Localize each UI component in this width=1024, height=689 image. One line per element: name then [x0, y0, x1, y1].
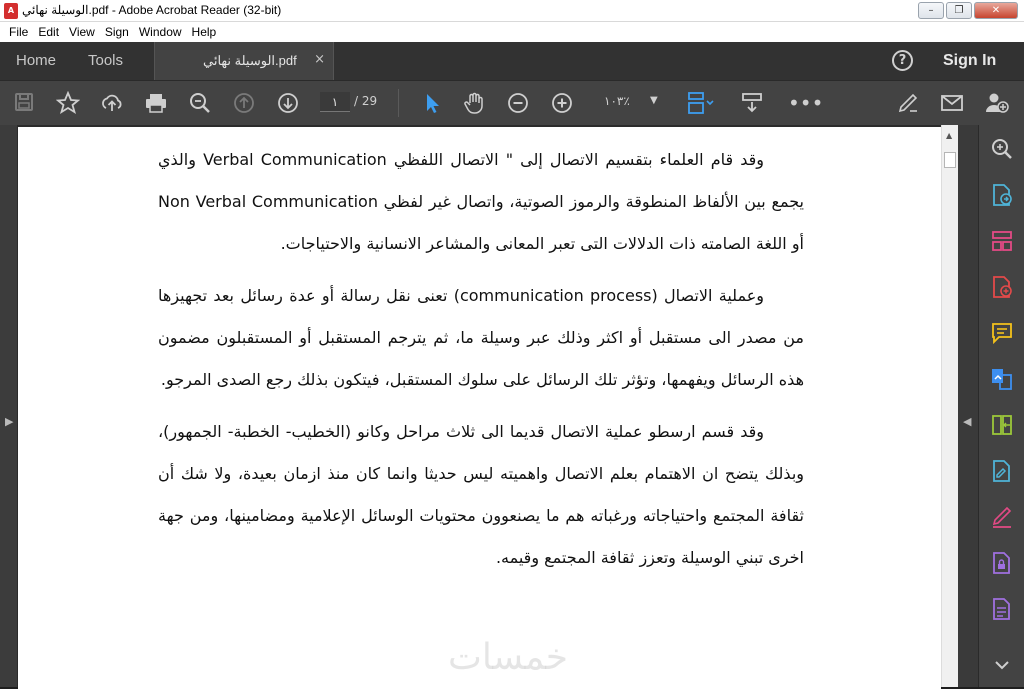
scroll-down-icon[interactable]: [990, 655, 1014, 679]
menu-window[interactable]: Window: [138, 25, 182, 39]
expand-left-icon: ▶: [5, 415, 14, 428]
watermark-logo: خمسات: [448, 637, 569, 678]
page-number-input[interactable]: ١: [320, 92, 350, 112]
select-cursor-icon[interactable]: [420, 91, 444, 115]
help-icon[interactable]: ?: [892, 50, 913, 71]
share-upload-icon[interactable]: [100, 91, 124, 115]
left-panel-toggle[interactable]: [0, 125, 17, 687]
organize-pages-icon[interactable]: [990, 229, 1014, 253]
search-zoom-icon[interactable]: [990, 137, 1014, 161]
right-panel-toggle[interactable]: [958, 125, 978, 687]
scroll-up-icon[interactable]: ▲: [946, 131, 953, 140]
menu-help[interactable]: Help: [191, 25, 217, 39]
toolbar-divider: [398, 89, 399, 117]
sign-pen-icon[interactable]: [896, 91, 920, 115]
restore-button[interactable]: ❐: [946, 2, 972, 19]
save-icon[interactable]: [12, 91, 36, 115]
paragraph-3: وقد قسم ارسطو عملية الاتصال قديما الى ثلاث مراحل وكانو (الخطيب- الخطبة- الجمهور)، وبذلك يتضح ان الاهتمام بعلم الاتصال واهميته ليس حديثا وانما كان منذ ازمان بعيدة، ولا شك أن ثقافة المجتمع واحتياجاته ورغباته هم ما يصنعوون محتويات الوسائل الإعلامية ومضامينها، ومن جهة اخرى تبني الوسيلة وتعزز ثقافة المجتمع وقيمه.: [158, 422, 804, 567]
collapse-right-icon: ◀: [963, 415, 972, 428]
add-user-icon[interactable]: [984, 91, 1008, 115]
zoom-level[interactable]: ١٠٣٪: [604, 94, 630, 108]
menu-view[interactable]: View: [69, 25, 95, 39]
scrollbar-thumb[interactable]: [944, 152, 956, 168]
minimize-button[interactable]: –: [918, 2, 944, 19]
tab-bar: [0, 42, 1024, 80]
window-titlebar: [0, 0, 1024, 22]
page-display-icon[interactable]: [686, 91, 710, 115]
document-area: [0, 125, 1024, 687]
protect-icon[interactable]: [990, 551, 1014, 575]
menu-bar: [0, 22, 1024, 42]
paragraph-2: وعملية الاتصال (communication process) تعنى نقل رسالة أو عدة رسائل بعد تجهيزها من مصدر الى مستقبل أو اكثر وذلك عبر وسيلة ما، ثم يترجم المستقبل أو المستقبلون مضمون هذه الرسائل ويفهمها، وتؤثر تلك الرسائل على سلوك المستقبل، فيتكون بذلك رجع الصدى المرجو.: [158, 286, 804, 389]
tab-home[interactable]: Home: [16, 52, 57, 69]
edit-pdf-icon[interactable]: [990, 459, 1014, 483]
pdf-icon: A: [4, 3, 18, 19]
main-toolbar: [0, 80, 1024, 125]
pdf-page[interactable]: [18, 127, 941, 689]
menu-edit[interactable]: Edit: [38, 25, 60, 39]
sign-in-button[interactable]: Sign In: [943, 52, 997, 69]
hand-pan-icon[interactable]: [462, 91, 486, 115]
export-pdf-icon[interactable]: [990, 183, 1014, 207]
page-total: / 29: [354, 94, 378, 108]
more-icon[interactable]: •••: [788, 91, 824, 115]
compress-icon[interactable]: [990, 413, 1014, 437]
fill-sign-icon[interactable]: [990, 505, 1014, 529]
zoom-dropdown-icon[interactable]: ▼: [650, 95, 658, 106]
zoom-in-icon[interactable]: [550, 91, 574, 115]
scrolling-mode-icon[interactable]: [740, 91, 764, 115]
combine-files-icon[interactable]: [990, 367, 1014, 391]
tab-document[interactable]: [154, 42, 334, 80]
zoom-search-icon[interactable]: [188, 91, 212, 115]
document-tab-label: الوسيلة نهائي.pdf: [203, 53, 297, 68]
window-title: الوسيلة نهائي.pdf - Adobe Acrobat Reader (32-bit): [22, 3, 282, 17]
paragraph-1: وقد قام العلماء بتقسيم الاتصال إلى " الاتصال اللفظي Verbal Communication والذي يجمع بين الألفاظ المنطوقة والرموز الصوتية، واتصال غير لفظي Non Verbal Communication أو اللغة الصامته ذات الدلالات التى تعبر المعانى والمشاعر الانسانية والاحتياجات.: [158, 150, 804, 253]
comment-icon[interactable]: [990, 321, 1014, 345]
next-page-icon[interactable]: [276, 91, 300, 115]
zoom-out-icon[interactable]: [506, 91, 530, 115]
menu-sign[interactable]: Sign: [104, 25, 129, 39]
email-icon[interactable]: [940, 91, 964, 115]
prev-page-icon[interactable]: [232, 91, 256, 115]
window-controls: [918, 2, 1018, 19]
close-tab-icon[interactable]: ×: [314, 52, 325, 67]
document-text: [158, 139, 804, 589]
close-window-button[interactable]: ✕: [974, 2, 1018, 19]
page-icon[interactable]: [990, 597, 1014, 621]
create-pdf-icon[interactable]: [990, 275, 1014, 299]
tab-tools[interactable]: Tools: [88, 52, 124, 69]
menu-file[interactable]: File: [9, 25, 29, 39]
bookmark-star-icon[interactable]: [56, 91, 80, 115]
vertical-scrollbar[interactable]: [941, 125, 958, 687]
tools-pane: [978, 125, 1024, 687]
print-icon[interactable]: [144, 91, 168, 115]
